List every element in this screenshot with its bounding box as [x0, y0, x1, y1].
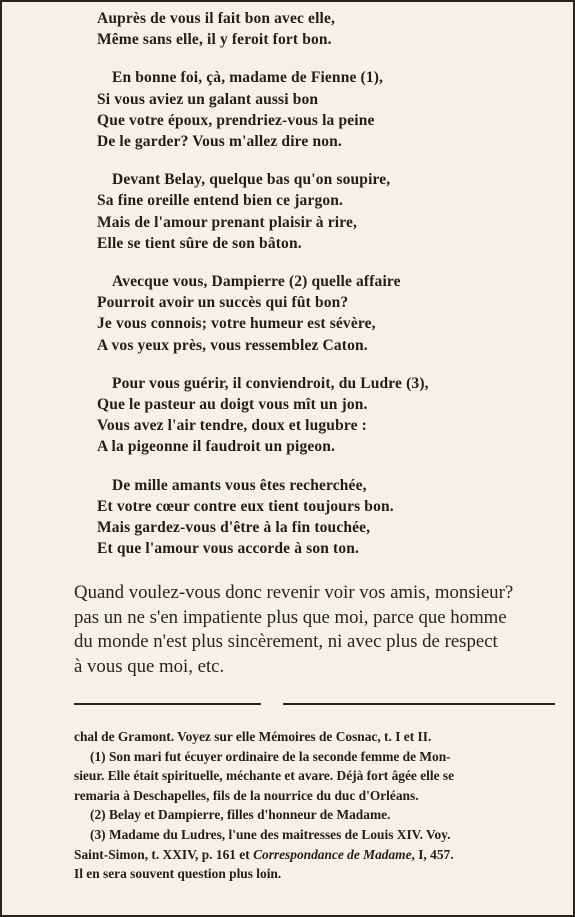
- footnotes: [74, 727, 560, 884]
- poem-line: Que votre époux, prendriez-vous la peine: [97, 111, 375, 129]
- stanza: [97, 271, 537, 356]
- poem-line: Que le pasteur au doigt vous mît un jon.: [97, 396, 368, 414]
- footnote-divider: [283, 703, 555, 705]
- footnote-line: (2) Belay et Dampierre, filles d'honneur de Madame.: [90, 807, 391, 823]
- letter-closing: [74, 581, 562, 679]
- poem-line: Devant Belay, quelque bas qu'on soupire,: [112, 171, 391, 189]
- poem-line: Auprès de vous il fait bon avec elle,: [97, 10, 336, 27]
- poem-line: A vos yeux près, vous ressemblez Caton.: [97, 336, 368, 354]
- stanza: [97, 373, 537, 458]
- footnote-line: (3) Madame du Ludres, l'une des maitresses de Louis XIV. Voy.: [90, 826, 451, 842]
- footnote-text: , I, 457.: [411, 846, 454, 862]
- poem-line: En bonne foi, çà, madame de Fienne (1),: [112, 69, 384, 87]
- poem-line: Mais de l'amour prenant plaisir à rire,: [97, 213, 358, 231]
- stanza: [97, 169, 537, 254]
- stanza: [97, 67, 537, 152]
- poem-line: Elle se tient sûre de son bâton.: [97, 234, 302, 252]
- footnote-text: Saint-Simon, t. XXIV, p. 161 et: [74, 846, 254, 862]
- poem-line: De le garder? Vous m'allez dire non.: [97, 133, 342, 151]
- footnote-line: sieur. Elle était spirituelle, méchante et avare. Déjà fort âgée elle se: [74, 768, 455, 784]
- prose-line: pas un ne s'en impatiente plus que moi, parce que homme: [74, 606, 507, 628]
- poem-line: Avecque vous, Dampierre (2) quelle affaire: [112, 273, 401, 291]
- poem-line: Sa fine oreille entend bien ce jargon.: [97, 192, 344, 210]
- poem-line: Si vous aviez un galant aussi bon: [97, 90, 319, 108]
- footnote-line: remaria à Deschapelles, fils de la nourrice du duc d'Orléans.: [74, 787, 419, 803]
- prose-line: à vous que moi, etc.: [74, 655, 225, 677]
- prose-line: Quand voulez-vous donc revenir voir vos amis, monsieur?: [74, 582, 514, 603]
- poem-line: De mille amants vous êtes recherchée,: [112, 476, 367, 494]
- footnote-line: (1) Son mari fut écuyer ordinaire de la seconde femme de Mon-: [90, 748, 451, 764]
- poem-line: Et que l'amour vous accorde à son ton.: [97, 540, 360, 558]
- prose-line: du monde n'est plus sincèrement, ni avec plus de respect: [74, 631, 498, 652]
- poem-line: Pourroit avoir un succès qui fût bon?: [97, 294, 349, 312]
- poem: [97, 8, 537, 576]
- poem-line: Et votre cœur contre eux tient toujours bon.: [97, 497, 394, 515]
- stanza: [97, 475, 537, 560]
- footnote-line: Il en sera souvent question plus loin.: [74, 866, 282, 882]
- stanza: [97, 8, 537, 50]
- footnote-line: [74, 845, 560, 865]
- poem-line: A la pigeonne il faudroit un pigeon.: [97, 438, 336, 456]
- poem-line: Mais gardez-vous d'être à la fin touchée,: [97, 519, 371, 537]
- footnote-divider: [74, 703, 261, 705]
- footnote-line: chal de Gramont. Voyez sur elle Mémoires de Cosnac, t. I et II.: [74, 729, 432, 744]
- poem-line: Pour vous guérir, il conviendroit, du Ludre (3),: [112, 374, 429, 392]
- poem-line: Je vous connois; votre humeur est sévère,: [97, 315, 376, 333]
- book-title: Correspondance de Madame: [253, 846, 412, 862]
- poem-line: Vous avez l'air tendre, doux et lugubre :: [97, 417, 367, 435]
- poem-line: Même sans elle, il y feroit fort bon.: [97, 31, 332, 49]
